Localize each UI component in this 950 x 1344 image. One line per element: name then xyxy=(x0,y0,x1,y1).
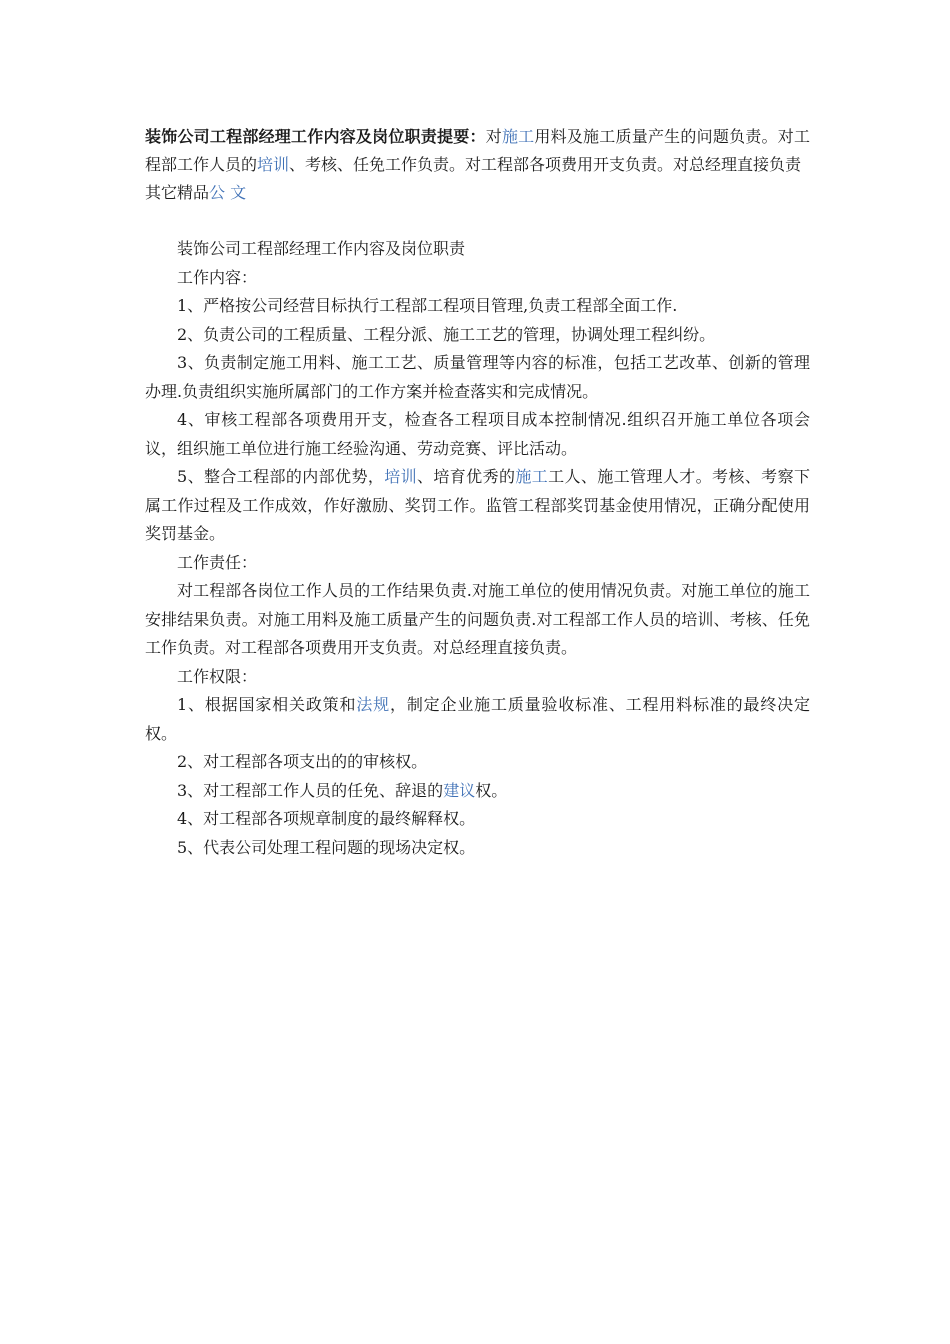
authority-item-3 xyxy=(145,777,810,806)
link-gongwen[interactable]: 公 文 xyxy=(209,183,247,202)
document-title: 装饰公司工程部经理工作内容及岗位职责 xyxy=(177,239,466,258)
summary-text-3: 、考核、任免工作负责。对工程部各项费用开支负责。对总经理直接负责 xyxy=(289,155,802,174)
auth1-text-a: 1、根据国家相关政策和 xyxy=(177,695,357,714)
content-item-1: 1、严格按公司经营目标执行工程部工程项目管理,负责工程部全面工作. xyxy=(177,296,678,315)
more-articles-line xyxy=(145,179,810,207)
item5-text-c: 工人、施工管理人才。考核、考察下属工作过程及工作成效，作好激励、奖罚工作。监管工程部奖罚基金使用情况，正确分配使用奖罚基金。 xyxy=(145,467,810,543)
summary-paragraph xyxy=(145,123,810,179)
item5-text-a: 5、整合工程部的内部优势， xyxy=(177,467,385,486)
auth3-text-b: 权。 xyxy=(475,780,508,800)
link-shigong-2[interactable]: 施工 xyxy=(515,467,549,486)
authority-item-1 xyxy=(145,691,810,748)
responsibility-text: 对工程部各岗位工作人员的工作结果负责.对施工单位的使用情况负责。对施工单位的施工安排结果负责。对施工用料及施工质量产生的问题负责.对工程部工作人员的培训、考核、任免工作负责。对工程部各项费用开支负责。对总经理直接负责。 xyxy=(145,581,810,657)
content-heading: 工作内容： xyxy=(177,267,258,287)
link-jianyi[interactable]: 建议 xyxy=(443,780,476,800)
link-shigong[interactable]: 施工 xyxy=(501,127,535,146)
authority-item-5: 5、代表公司处理工程问题的现场决定权。 xyxy=(177,837,476,857)
content-item-5 xyxy=(145,463,810,549)
summary-text-2: 用料及施工质量产生的问题负责。对工程部工作人员的 xyxy=(145,127,810,174)
authority-item-2: 2、对工程部各项支出的的审核权。 xyxy=(177,752,428,771)
summary-lead: 装饰公司工程部经理工作内容及岗位职责提要： xyxy=(145,127,486,146)
summary-text-1: 对 xyxy=(485,127,502,146)
authority-heading: 工作权限： xyxy=(177,666,258,686)
responsibility-heading: 工作责任： xyxy=(177,552,258,572)
content-item-4: 4、审核工程部各项费用开支，检查各工程项目成本控制情况.组织召开施工单位各项会议，组织施工单位进行施工经验沟通、劳动竞赛、评比活动。 xyxy=(145,410,810,458)
auth3-text-a: 3、对工程部工作人员的任免、辞退的 xyxy=(177,780,444,800)
document-page xyxy=(145,123,810,862)
link-fagui[interactable]: 法规 xyxy=(356,695,391,714)
content-item-3: 3、负责制定施工用料、施工工艺、质量管理等内容的标准，包括工艺改革、创新的管理办理.负责组织实施所属部门的工作方案并检查落实和完成情况。 xyxy=(145,353,810,401)
link-peixun-2[interactable]: 培训 xyxy=(384,467,418,486)
authority-item-4: 4、对工程部各项规章制度的最终解释权。 xyxy=(177,809,476,828)
more-label: 其它精品 xyxy=(145,183,210,202)
link-peixun[interactable]: 培训 xyxy=(257,155,290,174)
content-item-2: 2、负责公司的工程质量、工程分派、施工工艺的管理，协调处理工程纠纷。 xyxy=(177,324,716,344)
auth1-text-b: ，制定企业施工质量验收标准、工程用料标准的最终决定权。 xyxy=(145,695,810,743)
document-body xyxy=(145,235,810,862)
item5-text-b: 、培育优秀的 xyxy=(417,467,516,486)
